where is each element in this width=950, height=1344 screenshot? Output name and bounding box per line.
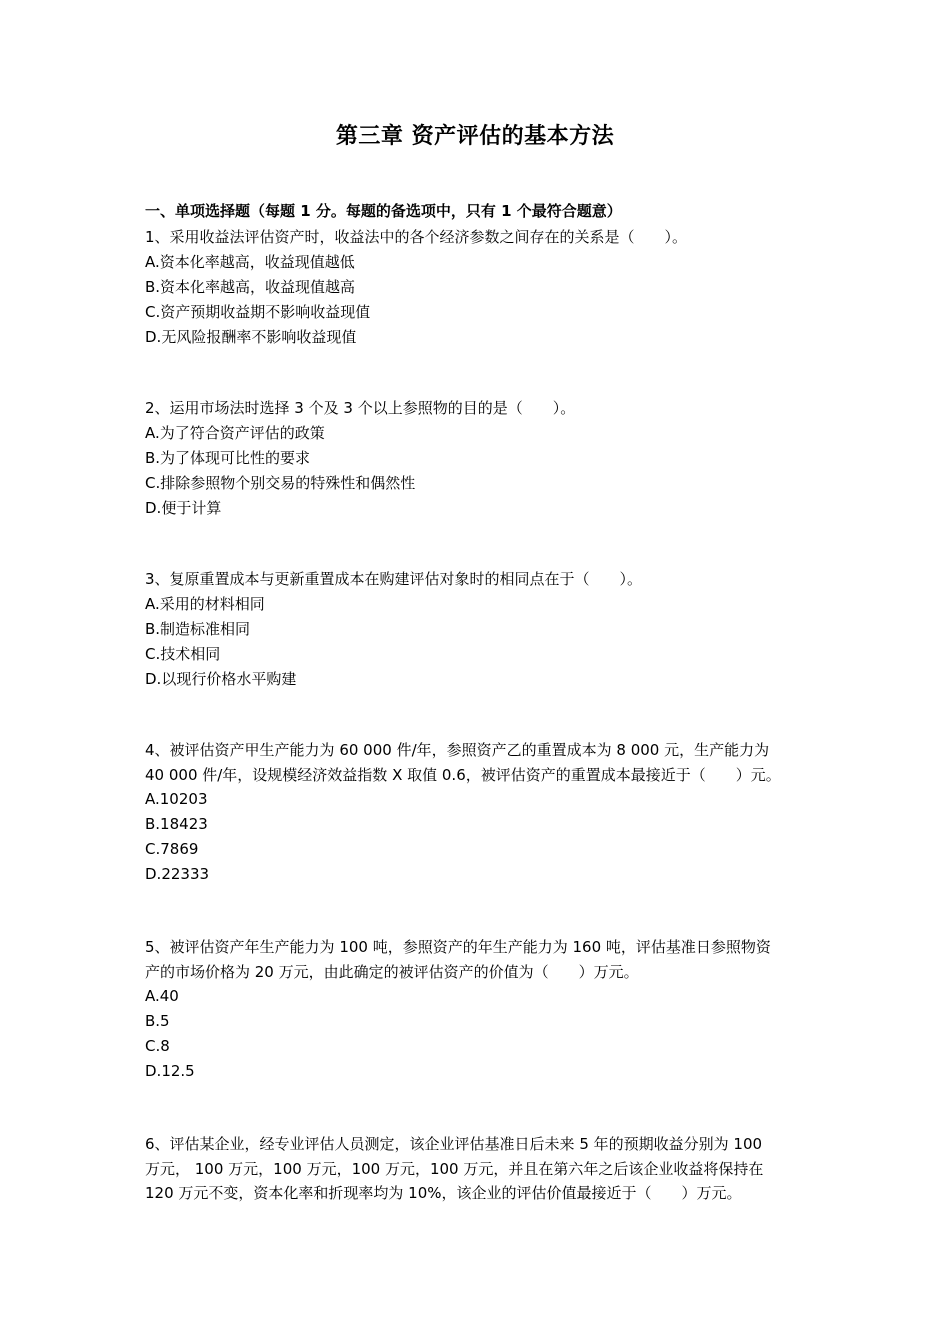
option-a: A.资本化率越高，收益现值越低 [145,252,355,271]
question-3 [145,567,810,692]
option-b: B.资本化率越高，收益现值越高 [145,277,356,296]
question-4 [145,738,810,887]
question-2 [145,396,810,521]
option-c: C.技术相同 [145,644,221,663]
option-b: B.18423 [145,815,208,833]
stem-line: 4、被评估资产甲生产能力为 60 000 件/年，参照资产乙的重置成本为 8 000 元，生产能力为 [145,741,770,759]
option-a: A.40 [145,987,179,1005]
option-d: D.12.5 [145,1062,195,1080]
stem-line: 40 000 件/年，设规模经济效益指数 X 取值 0.6，被评估资产的重置成本最接近于（ ）元。 [145,765,781,784]
stem-line: 1、采用收益法评估资产时，收益法中的各个经济参数之间存在的关系是（ ）。 [145,228,688,246]
option-b: B.制造标准相同 [145,619,251,638]
question-stem [145,1132,810,1206]
question-stem [145,738,810,787]
stem-line: 5、被评估资产年生产能力为 100 吨，参照资产的年生产能力为 160 吨，评估基准日参照物资 [145,938,771,956]
stem-line: 2、运用市场法时选择 3 个及 3 个以上参照物的目的是（ ）。 [145,399,576,417]
stem-line: 6、评估某企业，经专业评估人员测定，该企业评估基准日后未来 5 年的预期收益分别为 100 [145,1135,763,1153]
question-stem [145,225,810,250]
question-6 [145,1132,810,1206]
option-c: C.排除参照物个别交易的特殊性和偶然性 [145,473,416,492]
question-stem [145,935,810,984]
chapter-title: 第三章 资产评估的基本方法 [335,124,615,149]
question-5 [145,935,810,1084]
option-a: A.采用的材料相同 [145,594,265,613]
question-stem [145,396,810,421]
option-d: D.以现行价格水平购建 [145,669,297,688]
option-d: D.便于计算 [145,498,222,517]
stem-line: 产的市场价格为 20 万元，由此确定的被评估资产的价值为（ ）万元。 [145,962,639,981]
option-b: B.为了体现可比性的要求 [145,448,311,467]
section-heading: 一、单项选择题（每题 1 分。每题的备选项中，只有 1 个最符合题意） [145,202,622,220]
option-a: A.10203 [145,790,208,808]
stem-line: 3、复原重置成本与更新重置成本在购建评估对象时的相同点在于（ ）。 [145,570,643,588]
option-d: D.22333 [145,865,210,883]
option-d: D.无风险报酬率不影响收益现值 [145,327,357,346]
option-c: C.7869 [145,840,199,858]
question-stem [145,567,810,592]
stem-line: 120 万元不变，资本化率和折现率均为 10%，该企业的评估价值最接近于（ ）万元。 [145,1184,742,1202]
stem-line: 万元， 100 万元，100 万元，100 万元，100 万元，并且在第六年之后该企业收益将保持在 [145,1159,764,1178]
option-c: C.8 [145,1037,170,1055]
option-a: A.为了符合资产评估的政策 [145,423,325,442]
option-c: C.资产预期收益期不影响收益现值 [145,302,371,321]
option-b: B.5 [145,1012,170,1030]
question-1 [145,225,810,350]
